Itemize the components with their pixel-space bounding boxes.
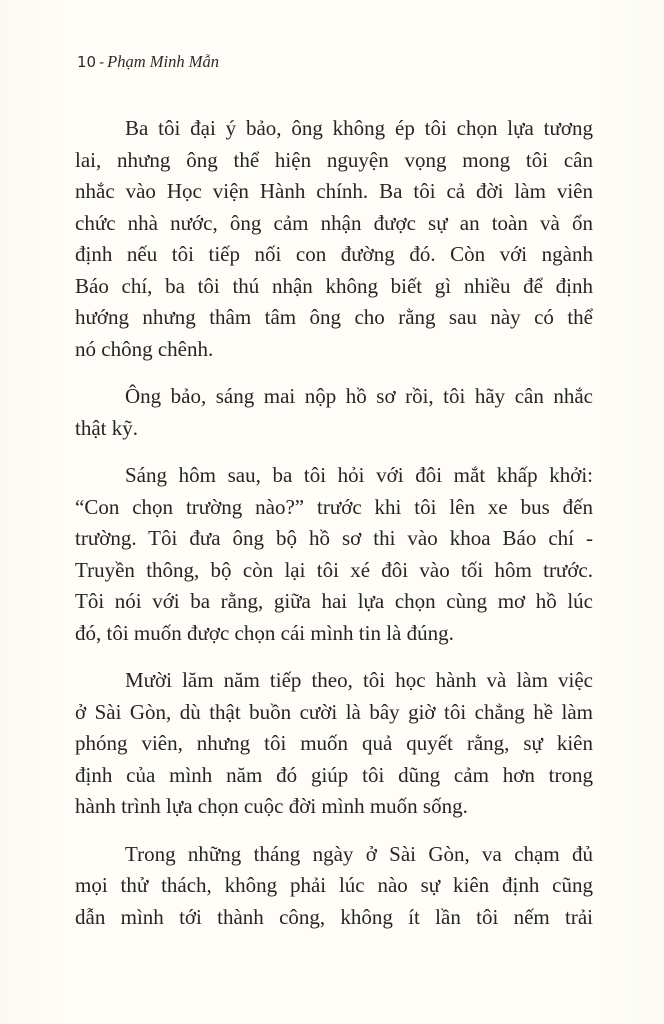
author-name: Phạm Minh Mẫn — [107, 52, 219, 71]
paragraph-5 — [75, 839, 593, 934]
text-line: Truyền thông, bộ còn lại tôi xé đôi vào tối hôm trước. — [75, 557, 593, 582]
body-text — [75, 113, 593, 933]
text-line: nó chông chênh. — [75, 336, 214, 361]
paragraph-2 — [75, 381, 593, 444]
text-line: đó, tôi muốn được chọn cái mình tin là đúng. — [75, 620, 454, 645]
text-line: Ông bảo, sáng mai nộp hồ sơ rồi, tôi hãy cân nhắc — [125, 384, 593, 408]
text-line: thật kỹ. — [75, 415, 138, 440]
text-line: hướng nhưng thâm tâm ông cho rằng sau này có thể — [75, 305, 593, 329]
text-line: hành trình lựa chọn cuộc đời mình muốn sống. — [75, 794, 468, 818]
text-line: Báo chí, ba tôi thú nhận không biết gì nhiều để định — [75, 273, 593, 298]
text-line: lai, nhưng ông thể hiện nguyện vọng mong tôi cân — [75, 147, 593, 172]
paragraph-3 — [75, 460, 593, 649]
text-line: ở Sài Gòn, dù thật buồn cười là bây giờ tôi chẳng hề làm — [75, 699, 593, 724]
text-line: Sáng hôm sau, ba tôi hỏi với đôi mắt khấp khởi: — [125, 463, 593, 487]
text-line: Trong những tháng ngày ở Sài Gòn, va chạm đủ — [125, 841, 593, 866]
text-line: mọi thử thách, không phải lúc nào sự kiên định cũng — [75, 873, 593, 897]
paragraph-1 — [75, 113, 593, 365]
text-line: Tôi nói với ba rằng, giữa hai lựa chọn cùng mơ hồ lúc — [75, 589, 593, 613]
text-line: Mười lăm năm tiếp theo, tôi học hành và làm việc — [125, 668, 593, 692]
text-line: trường. Tôi đưa ông bộ hồ sơ thi vào khoa Báo chí - — [75, 526, 593, 550]
text-line: “Con chọn trường nào?” trước khi tôi lên xe bus đến — [75, 494, 593, 519]
text-line: chức nhà nước, ông cảm nhận được sự an toàn và ổn — [75, 210, 593, 235]
page-number: 10 — [77, 53, 97, 71]
text-line: dẫn mình tới thành công, không ít lần tôi nếm trải — [75, 904, 593, 929]
text-line: định của mình năm đó giúp tôi dũng cảm hơn trong — [75, 762, 593, 787]
text-line: phóng viên, nhưng tôi muốn quả quyết rằng, sự kiên — [75, 731, 593, 755]
paragraph-4 — [75, 665, 593, 823]
text-line: nhắc vào Học viện Hành chính. Ba tôi cả đời làm viên — [75, 179, 593, 203]
running-head — [77, 52, 219, 72]
text-line: Ba tôi đại ý bảo, ông không ép tôi chọn lựa tương — [125, 116, 593, 140]
text-line: định nếu tôi tiếp nối con đường đó. Còn với ngành — [75, 242, 593, 266]
running-head-separator: - — [99, 55, 105, 71]
